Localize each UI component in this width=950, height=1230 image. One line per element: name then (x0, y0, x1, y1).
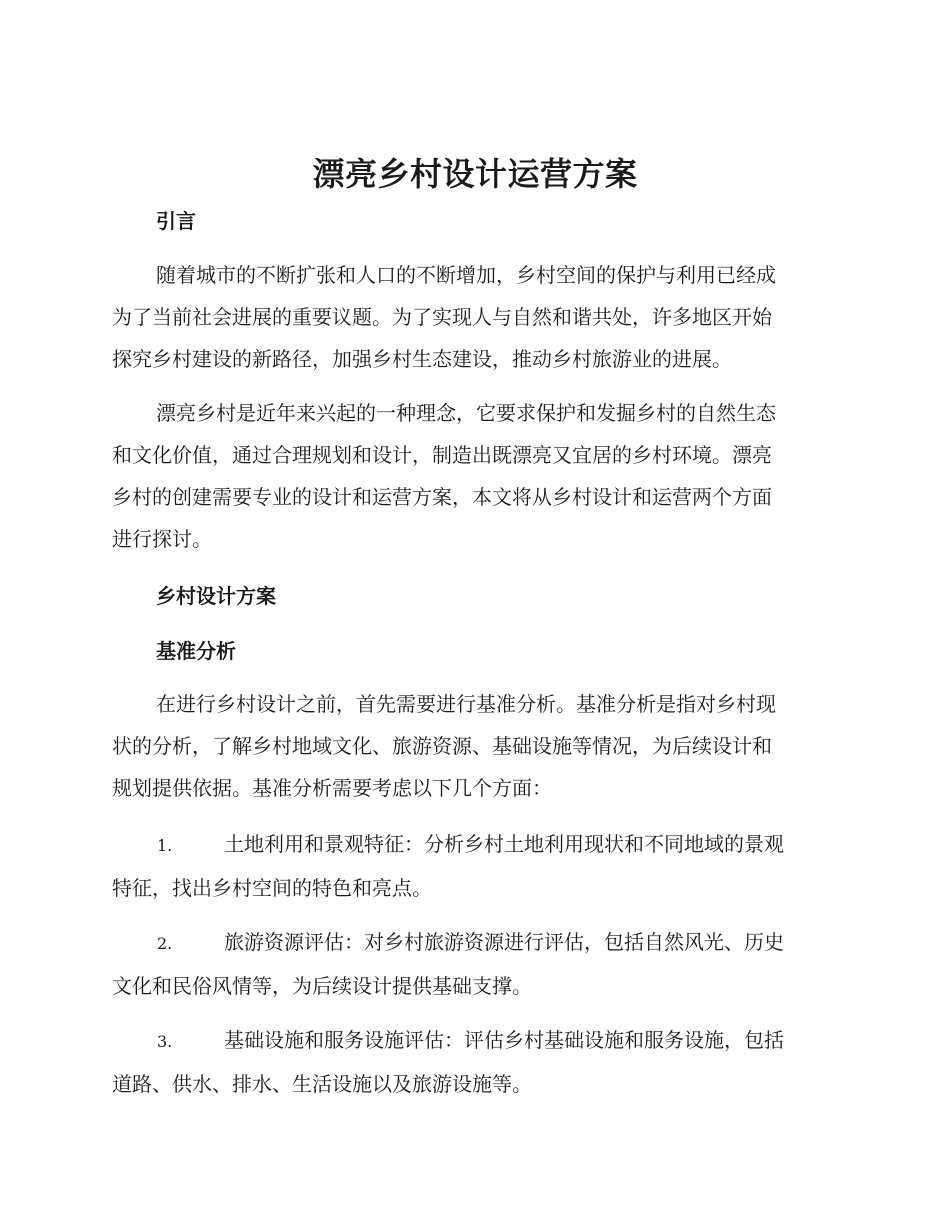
section-heading-design: 乡村设计方案 (156, 584, 276, 608)
text-line: 探究乡村建设的新路径，加强乡村生态建设，推动乡村旅游业的进展。 (112, 347, 732, 371)
list-item-3 (112, 1019, 832, 1105)
page-title: 漂亮乡村设计运营方案 (312, 155, 638, 193)
section-heading-analysis: 基准分析 (156, 639, 236, 663)
text-line: 随着城市的不断扩张和人口的不断增加，乡村空间的保护与利用已经成 (156, 263, 776, 287)
text-line: 乡村的创建需要专业的设计和运营方案，本文将从乡村设计和运营两个方面 (112, 485, 772, 509)
text-line: 为了当前社会进展的重要议题。为了实现人与自然和谐共处，许多地区开始 (112, 305, 772, 329)
analysis-paragraph (112, 683, 832, 809)
text-line: 在进行乡村设计之前，首先需要进行基准分析。基准分析是指对乡村现 (156, 692, 776, 716)
list-number: 1. (157, 836, 173, 855)
text-line: 规划提供依据。基准分析需要考虑以下几个方面： (112, 776, 552, 800)
list-text-first: 土地利用和景观特征：分析乡村土地利用现状和不同地域的景观 (224, 832, 784, 856)
section-heading-intro: 引言 (156, 209, 196, 233)
text-line: 进行探讨。 (112, 527, 212, 551)
list-item-1 (112, 823, 832, 909)
text-line: 和文化价值，通过合理规划和设计，制造出既漂亮又宜居的乡村环境。漂亮 (112, 443, 772, 467)
intro-paragraph-2 (112, 392, 832, 560)
list-text-rest: 文化和民俗风情等，为后续设计提供基础支撑。 (112, 974, 532, 998)
text-line: 状的分析，了解乡村地域文化、旅游资源、基础设施等情况，为后续设计和 (112, 734, 772, 758)
list-number: 3. (157, 1032, 173, 1051)
list-text-first: 基础设施和服务设施评估：评估乡村基础设施和服务设施，包括 (224, 1028, 784, 1052)
list-text-rest: 特征，找出乡村空间的特色和亮点。 (112, 876, 432, 900)
list-item-2 (112, 921, 832, 1007)
list-number: 2. (157, 934, 173, 953)
text-line: 漂亮乡村是近年来兴起的一种理念，它要求保护和发掘乡村的自然生态 (156, 401, 776, 425)
list-text-first: 旅游资源评估：对乡村旅游资源进行评估，包括自然风光、历史 (224, 930, 784, 954)
list-text-rest: 道路、供水、排水、生活设施以及旅游设施等。 (112, 1072, 532, 1096)
intro-paragraph-1 (112, 254, 832, 380)
